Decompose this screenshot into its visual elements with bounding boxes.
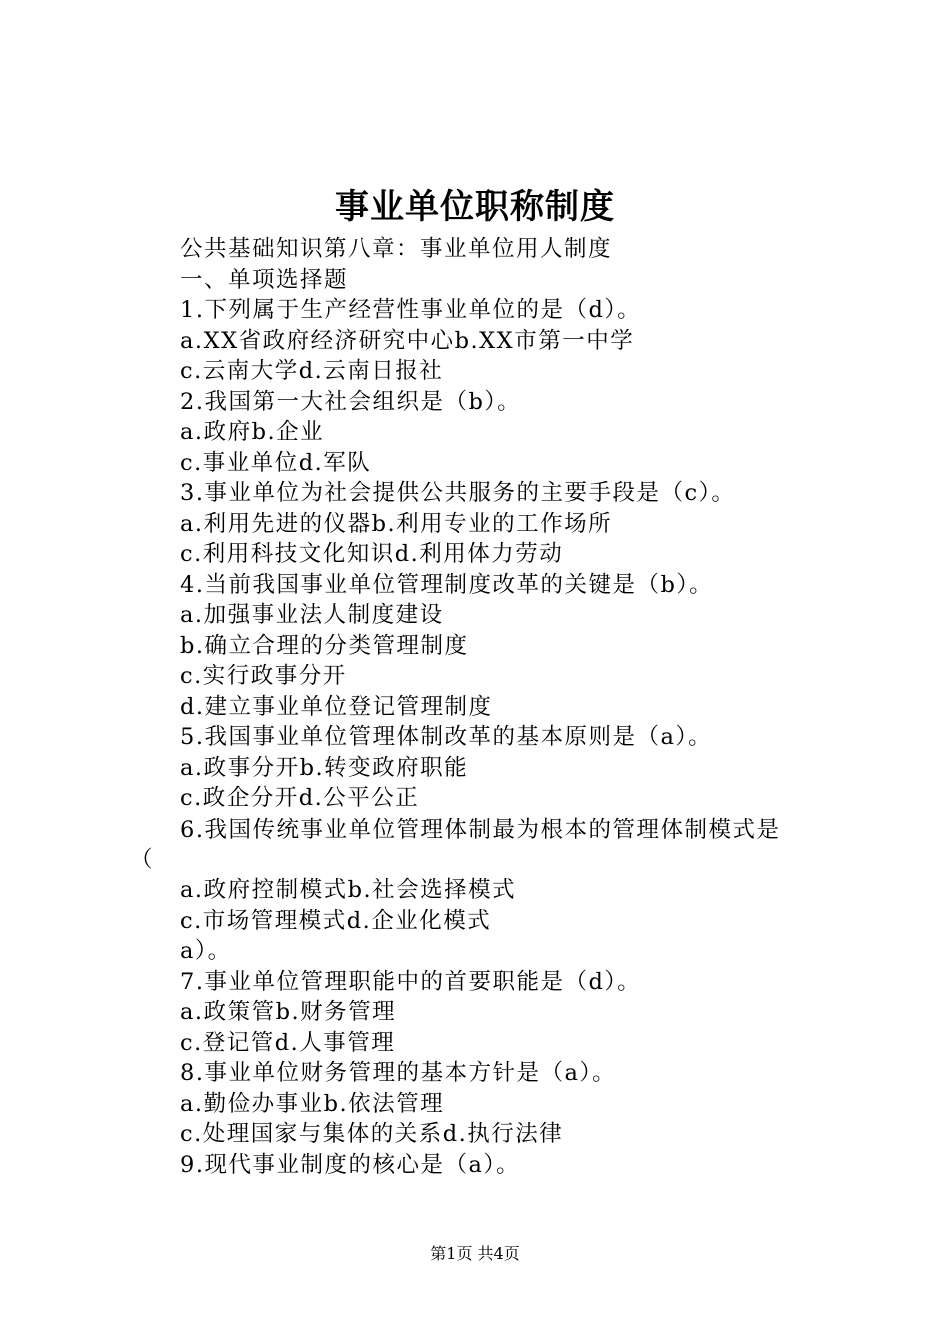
text-line: 公共基础知识第八章：事业单位用人制度 [180,236,613,262]
text-line: a.勤俭办事业b.依法管理 [180,1090,445,1117]
text-line: 7.事业单位管理职能中的首要职能是（d）。 [180,968,642,995]
text-line: c.利用科技文化知识d.利用体力劳动 [180,541,564,567]
text-line: a.加强事业法人制度建设 [180,602,444,628]
page-footer: 第1页 共4页 [430,1244,520,1263]
text-line: c.市场管理模式d.企业化模式 [180,907,492,934]
text-line: a.政策管b.财务管理 [180,999,397,1025]
text-line: 2.我国第一大社会组织是（b）。 [180,388,522,415]
text-line: a）。 [180,938,232,964]
text-line: c.实行政事分开 [180,663,347,689]
text-line: 8.事业单位财务管理的基本方针是（a）。 [180,1060,617,1086]
text-line: b.确立合理的分类管理制度 [180,632,469,659]
text-line: 6.我国传统事业单位管理体制最为根本的管理体制模式是 [180,817,781,843]
text-line: d.建立事业单位登记管理制度 [180,693,493,720]
text-line: 3.事业单位为社会提供公共服务的主要手段是（c）。 [180,480,736,506]
text-line: a.政事分开b.转变政府职能 [180,754,469,781]
text-line: 4.当前我国事业单位管理制度改革的关键是（b）。 [180,571,714,598]
text-line: 9.现代事业制度的核心是（a）。 [180,1151,521,1178]
text-line: （ [130,847,155,873]
text-line: 5.我国事业单位管理体制改革的基本原则是（a）。 [180,724,713,750]
text-line: c.处理国家与集体的关系d.执行法律 [180,1121,564,1147]
text-line: 一、单项选择题 [180,266,349,293]
text-line: a.XX省政府经济研究中心b.XX市第一中学 [180,327,635,354]
text-line: 1.下列属于生产经营性事业单位的是（d）。 [180,297,642,323]
text-line: a.政府b.企业 [180,419,325,445]
text-line: c.云南大学d.云南日报社 [180,358,444,384]
text-line: c.事业单位d.军队 [180,449,372,476]
text-line: c.政企分开d.公平公正 [180,785,420,811]
document-title: 事业单位职称制度 [335,187,615,227]
text-line: a.利用先进的仪器b.利用专业的工作场所 [180,510,613,537]
text-line: a.政府控制模式b.社会选择模式 [180,877,517,903]
text-line: c.登记管d.人事管理 [180,1029,396,1056]
